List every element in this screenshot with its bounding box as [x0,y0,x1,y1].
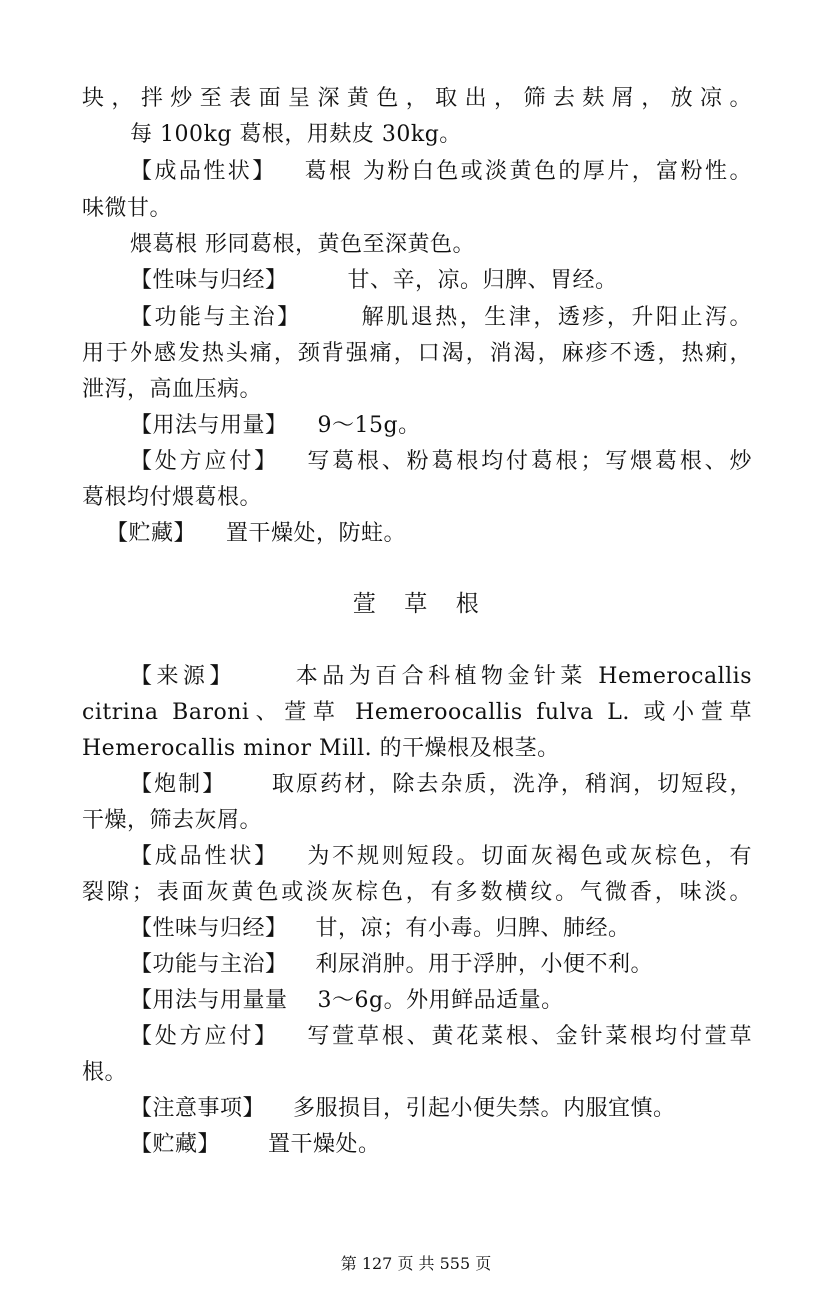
section-body: 葛根 为粉白色或淡黄色的厚片，富粉性。 [302,159,752,184]
text-line: Hemerocallis minor Mill. 的干燥根及根茎。 [82,736,560,761]
section-heading: 【注意事项】 [130,1096,266,1121]
section-body: 写萱草根、黄花菜根、金针菜根均付萱草 [305,1024,752,1049]
section-body: 3～6g。外用鲜品适量。 [317,988,564,1013]
title-char: 萱 [352,591,377,617]
section-heading: 【用法与用量】 [130,413,288,438]
property-line [130,303,752,333]
property-line [130,842,752,872]
section-heading: 【性味与归经】 [130,268,288,293]
section-heading: 【成品性状】 [130,844,279,869]
section-heading: 【来源】 [130,664,236,689]
property-line [130,1130,752,1160]
property-line [130,411,752,441]
property-line [130,950,752,980]
text-line: 用于外感发热头痛，颈背强痛，口渴，消渴，麻疹不透，热痢， [82,341,752,366]
property-line [130,770,752,800]
property-line [130,914,752,944]
section-heading: 【处方应付】 [130,449,279,474]
section-body: 为不规则短段。切面灰褐色或灰棕色，有 [305,844,752,869]
text-line: 根。 [82,1060,128,1085]
property-line [130,662,752,692]
text-line: 块，拌炒至表面呈深黄色，取出，筛去麸屑，放凉。 [82,86,752,111]
section-body: 利尿消肿。用于浮肿，小便不利。 [315,952,654,977]
text-line: 裂隙；表面灰黄色或淡灰棕色，有多数横纹。气微香，味淡。 [82,880,752,905]
text-line: 干燥，筛去灰屑。 [82,808,263,833]
section-heading: 【贮藏】 [130,1132,221,1157]
section-heading: 【用法与用量量 [130,988,288,1013]
title-char: 根 [455,591,480,617]
text-line: citrina Baroni、萱草 Hemeroocallis fulva L. 或小萱草 [82,700,752,725]
section-title [0,589,832,619]
property-line [130,447,752,477]
section-heading: 【处方应付】 [130,1024,279,1049]
property-line [130,157,752,187]
property-line [106,519,752,549]
section-heading: 【功能与主治】 [130,305,302,330]
section-heading: 【贮藏】 [106,521,197,546]
section-body: 置干燥处，防蛀。 [226,521,407,546]
text-line: 泄泻，高血压病。 [82,377,263,402]
section-heading: 【炮制】 [130,772,227,797]
section-body: 本品为百合科植物金针菜 Hemerocallis [291,664,752,689]
property-line [130,266,752,296]
text-line: 葛根均付煨葛根。 [82,485,263,510]
section-body: 置干燥处。 [268,1132,381,1157]
section-body: 取原药材，除去杂质，洗净，稍润，切短段， [270,772,752,797]
section-body: 甘，凉；有小毒。归脾、肺经。 [315,916,631,941]
text-line: 每 100kg 葛根，用麸皮 30kg。 [130,122,462,147]
property-line [130,1022,752,1052]
text-line: 煨葛根 形同葛根，黄色至深黄色。 [130,232,475,257]
section-body: 多服损目，引起小便失禁。内服宜慎。 [293,1096,676,1121]
page-footer: 第 127 页 共 555 页 [340,1254,492,1273]
section-body: 写葛根、粉葛根均付葛根；写煨葛根、炒 [305,449,752,474]
text-line: 味微甘。 [82,196,173,221]
section-body: 9～15g。 [317,413,421,438]
section-heading: 【功能与主治】 [130,952,288,977]
section-body: 甘、辛，凉。归脾、胃经。 [347,268,618,293]
section-body: 解肌退热，生津，透疹，升阳止泻。 [359,305,752,330]
section-heading: 【成品性状】 [130,159,277,184]
property-line [130,986,752,1016]
title-char: 草 [404,591,428,617]
section-heading: 【性味与归经】 [130,916,288,941]
property-line [130,1094,752,1124]
